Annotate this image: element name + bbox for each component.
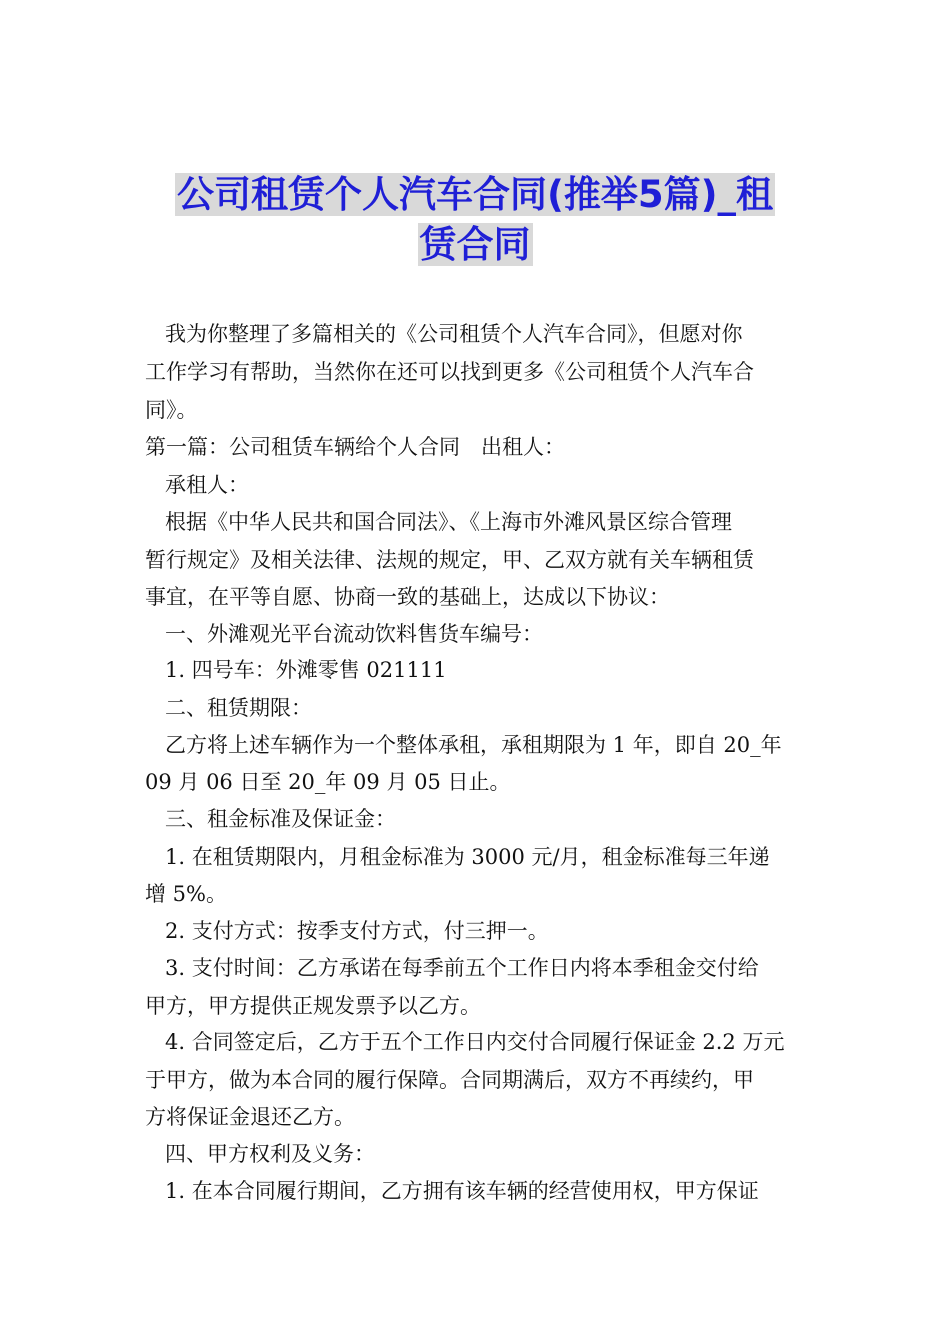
paragraph-line: 乙方将上述车辆作为一个整体承租，承租期限为 1 年，即自 20_年 [165, 733, 782, 757]
clause-item: 方将保证金退还乙方。 [145, 1105, 355, 1129]
clause-heading: 四、甲方权利及义务： [165, 1142, 375, 1166]
paragraph-line: 工作学习有帮助，当然你在还可以找到更多《公司租赁个人汽车合 [145, 360, 754, 384]
paragraph-line: 承租人： [165, 473, 249, 497]
clause-item: 于甲方，做为本合同的履行保障。合同期满后，双方不再续约，甲 [145, 1068, 754, 1092]
clause-heading: 三、租金标准及保证金： [165, 807, 396, 831]
paragraph-line: 暂行规定》及相关法律、法规的规定，甲、乙双方就有关车辆租赁 [145, 548, 754, 572]
clause-item: 1. 在租赁期限内，月租金标准为 3000 元/月，租金标准每三年递 [165, 845, 770, 869]
clause-item: 甲方，甲方提供正规发票予以乙方。 [145, 994, 481, 1018]
clause-heading: 二、租赁期限： [165, 696, 312, 720]
paragraph-line: 根据《中华人民共和国合同法》、《上海市外滩风景区综合管理 [165, 510, 732, 534]
paragraph-line: 同》。 [145, 398, 198, 422]
clause-item: 4. 合同签定后，乙方于五个工作日内交付合同履行保证金 2.2 万元 [165, 1030, 785, 1054]
clause-item: 3. 支付时间：乙方承诺在每季前五个工作日内将本季租金交付给 [165, 956, 759, 980]
clause-item: 1. 四号车：外滩零售 021111 [165, 658, 447, 682]
clause-item: 2. 支付方式：按季支付方式，付三押一。 [165, 919, 549, 943]
clause-item: 增 5%。 [145, 882, 227, 906]
section-heading: 第一篇：公司租赁车辆给个人合同 出租人： [145, 435, 565, 459]
title-line-1: 公司租赁个人汽车合同(推举5篇)_租 [176, 173, 774, 216]
paragraph-line: 09 月 06 日至 20_年 09 月 05 日止。 [145, 770, 511, 794]
paragraph-line: 事宜，在平等自愿、协商一致的基础上，达成以下协议： [145, 585, 670, 609]
title-line-2: 赁合同 [419, 223, 531, 266]
clause-heading: 一、外滩观光平台流动饮料售货车编号： [165, 622, 543, 646]
clause-item: 1. 在本合同履行期间，乙方拥有该车辆的经营使用权，甲方保证 [165, 1179, 759, 1203]
paragraph-line: 我为你整理了多篇相关的《公司租赁个人汽车合同》，但愿对你 [165, 322, 743, 346]
document-title [140, 170, 810, 270]
